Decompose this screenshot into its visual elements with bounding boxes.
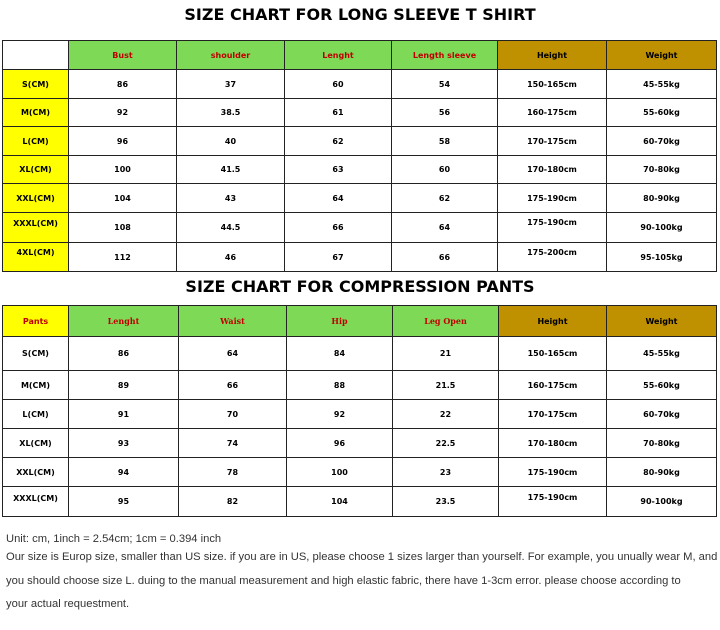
table-cell: 92 <box>287 400 393 429</box>
table-cell: 175-190cm <box>498 213 607 243</box>
table-cell: 108 <box>69 213 177 243</box>
table-cell: 62 <box>392 184 498 213</box>
table-cell: 21 <box>393 337 499 371</box>
table-cell: 54 <box>392 70 498 99</box>
table-cell: 45-55kg <box>607 337 717 371</box>
table-cell: 66 <box>392 243 498 272</box>
table-row <box>3 184 717 213</box>
table-cell: 175-190cm <box>499 458 607 487</box>
size-label: S(CM) <box>3 337 69 371</box>
table-cell: 89 <box>69 371 179 400</box>
table-cell: 55-60kg <box>607 99 717 127</box>
sizing-note-line-1: Our size is Europ size, smaller than US size. if you are in US, please choose 1 sizes larger than yourself. For example, you unually wear M, and <box>6 551 718 563</box>
pants-header-hip: Hip <box>287 306 393 337</box>
size-label: M(CM) <box>3 99 69 127</box>
table-cell: 61 <box>285 99 392 127</box>
table-row <box>3 99 717 127</box>
table-row <box>3 337 717 371</box>
pants-header-row <box>3 306 717 337</box>
table-cell: 78 <box>179 458 287 487</box>
size-label: L(CM) <box>3 400 69 429</box>
table-cell: 150-165cm <box>498 70 607 99</box>
table-cell: 95 <box>69 487 179 517</box>
shirt-header-bust: Bust <box>69 41 177 70</box>
table-cell: 60-70kg <box>607 400 717 429</box>
pants-header-height: Height <box>499 306 607 337</box>
pants-header-length: Lenght <box>69 306 179 337</box>
table-cell: 93 <box>69 429 179 458</box>
pants-header-corner: Pants <box>3 306 69 337</box>
table-cell: 64 <box>285 184 392 213</box>
table-cell: 84 <box>287 337 393 371</box>
table-cell: 92 <box>69 99 177 127</box>
sizing-note-line-2: you should choose size L. duing to the manual measurement and high elastic fabric, there have 1-3cm error. please choose according to <box>6 574 681 587</box>
table-cell: 90-100kg <box>607 487 717 517</box>
table-row <box>3 70 717 99</box>
table-cell: 96 <box>287 429 393 458</box>
table-row <box>3 429 717 458</box>
table-cell: 170-175cm <box>499 400 607 429</box>
table-cell: 22.5 <box>393 429 499 458</box>
table-cell: 56 <box>392 99 498 127</box>
size-label: S(CM) <box>3 70 69 99</box>
table-cell: 86 <box>69 337 179 371</box>
table-cell: 170-180cm <box>499 429 607 458</box>
table-cell: 175-200cm <box>498 243 607 272</box>
size-label: XL(CM) <box>3 156 69 184</box>
size-label: XL(CM) <box>3 429 69 458</box>
table-cell: 70 <box>179 400 287 429</box>
table-cell: 150-165cm <box>499 337 607 371</box>
shirt-size-table <box>2 40 717 272</box>
table-cell: 21.5 <box>393 371 499 400</box>
shirt-header-shoulder: shoulder <box>177 41 285 70</box>
table-cell: 175-190cm <box>499 487 607 517</box>
shirt-header-length-sleeve: Length sleeve <box>392 41 498 70</box>
shirt-header-length: Lenght <box>285 41 392 70</box>
table-row <box>3 487 717 517</box>
table-row <box>3 371 717 400</box>
table-cell: 45-55kg <box>607 70 717 99</box>
table-row <box>3 213 717 243</box>
size-label: XXXL(CM) <box>3 487 69 517</box>
table-cell: 43 <box>177 184 285 213</box>
size-label: XXL(CM) <box>3 184 69 213</box>
table-cell: 62 <box>285 127 392 156</box>
table-cell: 175-190cm <box>498 184 607 213</box>
size-label: XXXL(CM) <box>3 213 69 243</box>
table-cell: 60-70kg <box>607 127 717 156</box>
table-cell: 80-90kg <box>607 458 717 487</box>
table-cell: 66 <box>285 213 392 243</box>
table-cell: 70-80kg <box>607 156 717 184</box>
table-cell: 22 <box>393 400 499 429</box>
table-cell: 44.5 <box>177 213 285 243</box>
table-cell: 104 <box>287 487 393 517</box>
table-cell: 74 <box>179 429 287 458</box>
table-cell: 64 <box>179 337 287 371</box>
table-cell: 160-175cm <box>498 99 607 127</box>
table-row <box>3 400 717 429</box>
table-cell: 80-90kg <box>607 184 717 213</box>
shirt-header-corner <box>3 41 69 70</box>
table-row <box>3 458 717 487</box>
pants-chart-title: SIZE CHART FOR COMPRESSION PANTS <box>185 277 535 296</box>
table-cell: 96 <box>69 127 177 156</box>
table-cell: 60 <box>285 70 392 99</box>
table-cell: 112 <box>69 243 177 272</box>
table-cell: 64 <box>392 213 498 243</box>
table-cell: 63 <box>285 156 392 184</box>
table-cell: 82 <box>179 487 287 517</box>
table-cell: 104 <box>69 184 177 213</box>
table-cell: 40 <box>177 127 285 156</box>
pants-header-weight: Weight <box>607 306 717 337</box>
shirt-header-row <box>3 41 717 70</box>
table-row <box>3 156 717 184</box>
table-cell: 170-175cm <box>498 127 607 156</box>
table-cell: 91 <box>69 400 179 429</box>
table-cell: 67 <box>285 243 392 272</box>
table-cell: 100 <box>287 458 393 487</box>
table-cell: 88 <box>287 371 393 400</box>
size-notes <box>6 532 718 617</box>
table-cell: 86 <box>69 70 177 99</box>
shirt-chart-title: SIZE CHART FOR LONG SLEEVE T SHIRT <box>184 5 536 24</box>
size-label: 4XL(CM) <box>3 243 69 272</box>
table-cell: 23 <box>393 458 499 487</box>
table-cell: 46 <box>177 243 285 272</box>
table-cell: 58 <box>392 127 498 156</box>
table-cell: 38.5 <box>177 99 285 127</box>
pants-size-table <box>2 305 717 517</box>
table-cell: 95-105kg <box>607 243 717 272</box>
table-cell: 100 <box>69 156 177 184</box>
table-row <box>3 243 717 272</box>
table-row <box>3 127 717 156</box>
size-label: M(CM) <box>3 371 69 400</box>
shirt-header-weight: Weight <box>607 41 717 70</box>
table-cell: 90-100kg <box>607 213 717 243</box>
size-label: XXL(CM) <box>3 458 69 487</box>
table-cell: 55-60kg <box>607 371 717 400</box>
unit-note: Unit: cm, 1inch = 2.54cm; 1cm = 0.394 inch <box>6 533 222 545</box>
table-cell: 170-180cm <box>498 156 607 184</box>
table-cell: 37 <box>177 70 285 99</box>
table-cell: 60 <box>392 156 498 184</box>
shirt-header-height: Height <box>498 41 607 70</box>
size-label: L(CM) <box>3 127 69 156</box>
table-cell: 66 <box>179 371 287 400</box>
table-cell: 70-80kg <box>607 429 717 458</box>
sizing-note-line-3: your actual requestment. <box>6 598 130 610</box>
table-cell: 160-175cm <box>499 371 607 400</box>
table-cell: 23.5 <box>393 487 499 517</box>
table-cell: 41.5 <box>177 156 285 184</box>
table-cell: 94 <box>69 458 179 487</box>
pants-header-waist: Waist <box>179 306 287 337</box>
pants-header-leg-open: Leg Open <box>393 306 499 337</box>
